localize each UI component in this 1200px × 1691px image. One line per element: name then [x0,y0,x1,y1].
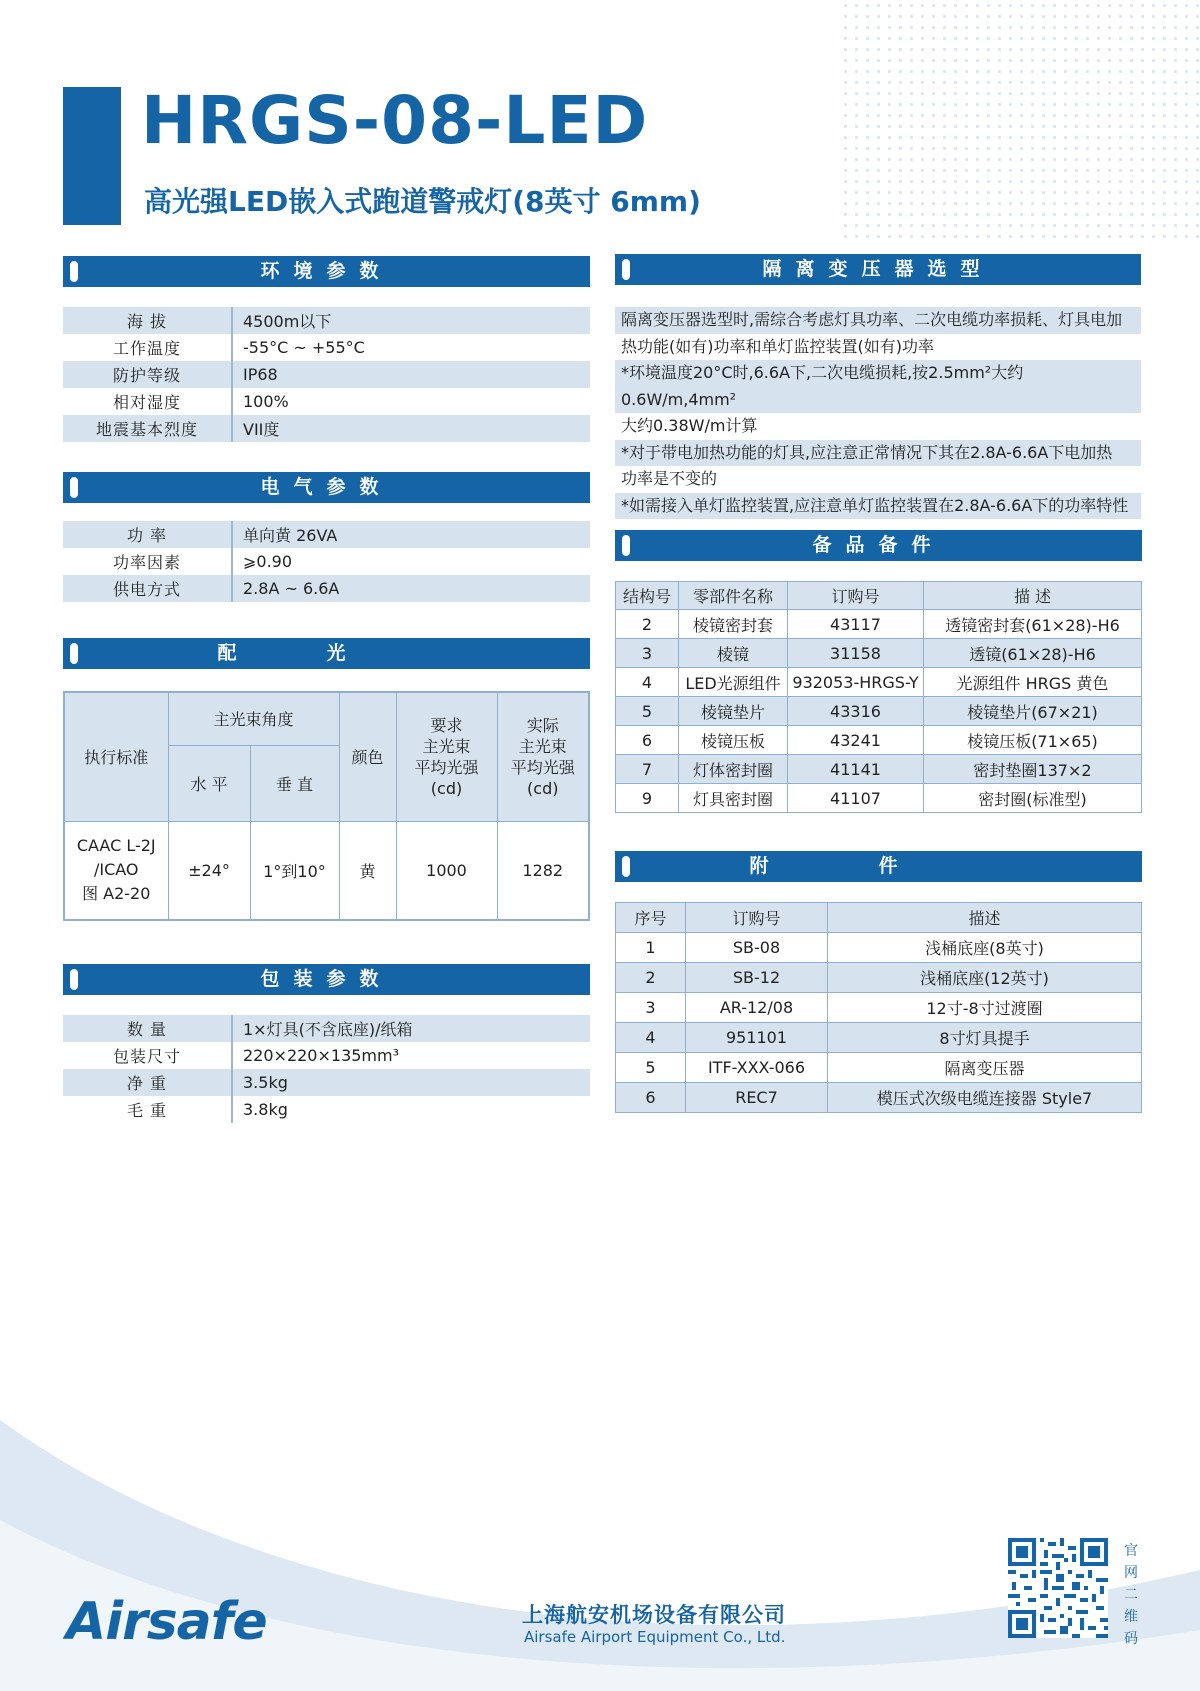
col-color: 颜色 [339,692,396,821]
table-cell: SB-08 [686,933,828,963]
qr-label-char: 码 [1124,1631,1138,1647]
table-cell: 43316 [788,697,924,726]
header-pill-icon [70,643,78,664]
section-header-transformer [615,254,1141,285]
table-row [616,963,1142,993]
qr-label-char: 维 [1124,1609,1138,1625]
kv-key: 工作温度 [63,334,232,361]
kv-row [63,334,590,361]
col-horizontal: 水 平 [168,745,250,821]
table-cell: 9 [616,784,679,813]
accessories-table [615,902,1142,1113]
spares-table [615,581,1142,813]
table-cell: LED光源组件 [679,668,788,697]
table-cell: 浅桶底座(12英寸) [828,963,1142,993]
decorative-dots [840,0,1200,240]
kv-key: 数 量 [63,1015,232,1042]
section-title: 附件 [749,855,1008,877]
note-line: *对于带电加热功能的灯具,应注意正常情况下其在2.8A-6.6A下电加热 [615,440,1141,467]
table-cell: 43117 [788,610,924,639]
kv-value: 单向黄 26VA [232,521,590,548]
qr-label-char: 二 [1124,1587,1138,1603]
table-cell: 5 [616,697,679,726]
table-cell: 棱镜垫片 [679,697,788,726]
table-cell: 2 [616,963,686,993]
transformer-notes [615,307,1141,519]
table-cell: 951101 [686,1023,828,1053]
table-cell: 43241 [788,726,924,755]
kv-row [63,388,590,415]
kv-key: 功率因素 [63,548,232,575]
kv-key: 功 率 [63,521,232,548]
table-cell: 41141 [788,755,924,784]
table-row [616,784,1142,813]
note-line: *如需接入单灯监控装置,应注意单灯监控装置在2.8A-6.6A下的功率特性 [615,493,1141,520]
header-line: 主光束 [422,736,471,756]
table-row [616,993,1142,1023]
kv-key: 防护等级 [63,361,232,388]
page-subtitle: 高光强LED嵌入式跑道警戒灯(8英寸 6mm) [144,185,701,218]
section-title: 配光 [217,642,436,664]
header-line: 主光束 [518,736,567,756]
table-row [616,1023,1142,1053]
section-header-packaging [63,964,590,995]
table-cell: 8寸灯具提手 [828,1023,1142,1053]
kv-value: 3.8kg [243,1100,288,1119]
kv-value: ⩾0.90 [243,552,293,571]
table-cell: 隔离变压器 [828,1053,1142,1083]
kv-key: 净 重 [63,1069,232,1096]
kv-row [63,361,590,388]
col-actual-intensity [497,692,589,821]
table-cell: 透镜(61×28)-H6 [924,639,1142,668]
cell-required: 1000 [396,821,497,920]
note-line: 隔离变压器选型时,需综合考虑灯具功率、二次电缆功率损耗、灯具电加 [615,307,1141,334]
col-seq: 序号 [616,903,686,933]
cell-horizontal: ±24° [168,821,250,920]
kv-row [63,307,590,334]
kv-row [63,1069,590,1096]
table-cell: 5 [616,1053,686,1083]
kv-key: 毛 重 [63,1096,232,1123]
section-title: 隔离变压器选型 [762,258,994,280]
company-name-en: Airsafe Airport Equipment Co., Ltd. [524,1628,786,1646]
table-cell: 4 [616,1023,686,1053]
standard-line: CAAC L-2J [76,836,156,856]
table-row [616,610,1142,639]
col-part-name: 零部件名称 [679,582,788,610]
header-line: 平均光强 [510,757,575,777]
table-cell: SB-12 [686,963,828,993]
kv-value: 1×灯具(不含底座)/纸箱 [232,1015,590,1042]
table-cell: 6 [616,726,679,755]
note-line: 大约0.38W/m计算 [621,416,758,435]
packaging-table [63,1015,590,1123]
col-description: 描 述 [924,582,1142,610]
kv-value: 4500m以下 [232,307,590,334]
col-order-no: 订购号 [686,903,828,933]
table-cell: ITF-XXX-066 [686,1053,828,1083]
section-title: 备品备件 [812,534,945,556]
section-title: 环境参数 [260,260,393,282]
header-pill-icon [70,477,78,498]
table-cell: 6 [616,1083,686,1113]
section-header-light [63,638,590,669]
table-cell: 浅桶底座(8英寸) [828,933,1142,963]
col-order-no: 订购号 [788,582,924,610]
kv-row [63,575,590,602]
light-distribution-table [63,691,590,921]
table-row [616,668,1142,697]
kv-value: 220×220×135mm³ [243,1046,400,1065]
table-cell: 3 [616,993,686,1023]
note-line: 热功能(如有)功率和单灯监控装置(如有)功率 [621,336,934,356]
col-beam-angle: 主光束角度 [168,692,339,745]
airsafe-logo: Airsafe [66,1592,267,1652]
kv-value: -55°C ~ +55°C [243,338,365,357]
section-title: 包装参数 [260,968,393,990]
table-row [616,933,1142,963]
note-line: *环境温度20°C时,6.6A下,二次电缆损耗,按2.5mm²大约0.6W/m,4mm² [615,360,1141,413]
section-header-accessories [615,851,1142,882]
kv-value: IP68 [232,361,590,388]
page-title: HRGS-08-LED [141,82,649,159]
qr-label-char: 网 [1124,1565,1138,1581]
header-line: (cd) [430,778,463,798]
kv-value: 2.8A ~ 6.6A [232,575,590,602]
kv-key: 供电方式 [63,575,232,602]
table-cell: 3 [616,639,679,668]
table-row [616,1053,1142,1083]
kv-value: 100% [243,392,289,411]
table-cell: 棱镜垫片(67×21) [924,697,1142,726]
environment-table [63,307,590,442]
table-cell: 12寸-8寸过渡圈 [828,993,1142,1023]
kv-key: 地震基本烈度 [63,415,232,442]
electrical-table [63,521,590,602]
table-cell: 棱镜 [679,639,788,668]
table-cell: 4 [616,668,679,697]
header-pill-icon [622,535,630,556]
table-cell: 密封垫圈137×2 [924,755,1142,784]
table-cell: REC7 [686,1083,828,1113]
header-line: (cd) [527,778,559,798]
table-cell: 31158 [788,639,924,668]
table-cell: 模压式次级电缆连接器 Style7 [828,1083,1142,1113]
kv-row [63,1015,590,1042]
qr-code-icon[interactable] [1008,1538,1108,1638]
table-cell: 2 [616,610,679,639]
kv-value: 3.5kg [232,1069,590,1096]
header-pill-icon [622,259,630,280]
qr-label [1122,1540,1140,1650]
kv-row [63,1042,590,1069]
cell-standard [64,821,168,920]
section-header-environment [63,256,590,287]
note-line: 功率是不变的 [621,469,718,488]
table-cell: 1 [616,933,686,963]
col-structure-no: 结构号 [616,582,679,610]
table-cell: 932053-HRGS-Y [788,668,924,697]
header-line: 平均光强 [414,757,479,777]
qr-label-char: 官 [1124,1543,1138,1559]
kv-row [63,548,590,575]
title-accent-bar [63,87,121,225]
kv-row [63,521,590,548]
table-cell: 棱镜压板(71×65) [924,726,1142,755]
table-cell: 密封圈(标准型) [924,784,1142,813]
company-name-cn: 上海航安机场设备有限公司 [522,1603,786,1627]
table-row [616,755,1142,784]
section-title: 电气参数 [260,476,393,498]
kv-key: 海 拔 [63,307,232,334]
table-cell: AR-12/08 [686,993,828,1023]
table-row [616,1083,1142,1113]
table-row [616,726,1142,755]
kv-row [63,1096,590,1123]
table-cell: 棱镜压板 [679,726,788,755]
header-line: 要求 [430,715,463,735]
col-standard: 执行标准 [64,692,168,821]
section-header-spares [615,530,1142,561]
table-row [616,697,1142,726]
kv-row [63,415,590,442]
header-line: 实际 [526,715,559,735]
header-pill-icon [70,969,78,990]
table-cell: 灯体密封圈 [679,755,788,784]
table-cell: 透镜密封套(61×28)-H6 [924,610,1142,639]
table-cell: 光源组件 HRGS 黄色 [924,668,1142,697]
cell-actual: 1282 [497,821,589,920]
standard-line: 图 A2-20 [82,884,151,904]
col-description: 描述 [828,903,1142,933]
cell-vertical: 1°到10° [250,821,339,920]
standard-line: /ICAO [93,860,139,880]
table-row [616,639,1142,668]
col-required-intensity [396,692,497,821]
table-cell: 棱镜密封套 [679,610,788,639]
header-pill-icon [622,856,630,877]
table-cell: 灯具密封圈 [679,784,788,813]
kv-key: 包装尺寸 [63,1042,232,1069]
kv-key: 相对湿度 [63,388,232,415]
kv-value: VII度 [232,415,590,442]
section-header-electrical [63,472,590,503]
table-cell: 41107 [788,784,924,813]
table-cell: 7 [616,755,679,784]
header-pill-icon [70,261,78,282]
col-vertical: 垂 直 [250,745,339,821]
cell-color: 黄 [339,821,396,920]
